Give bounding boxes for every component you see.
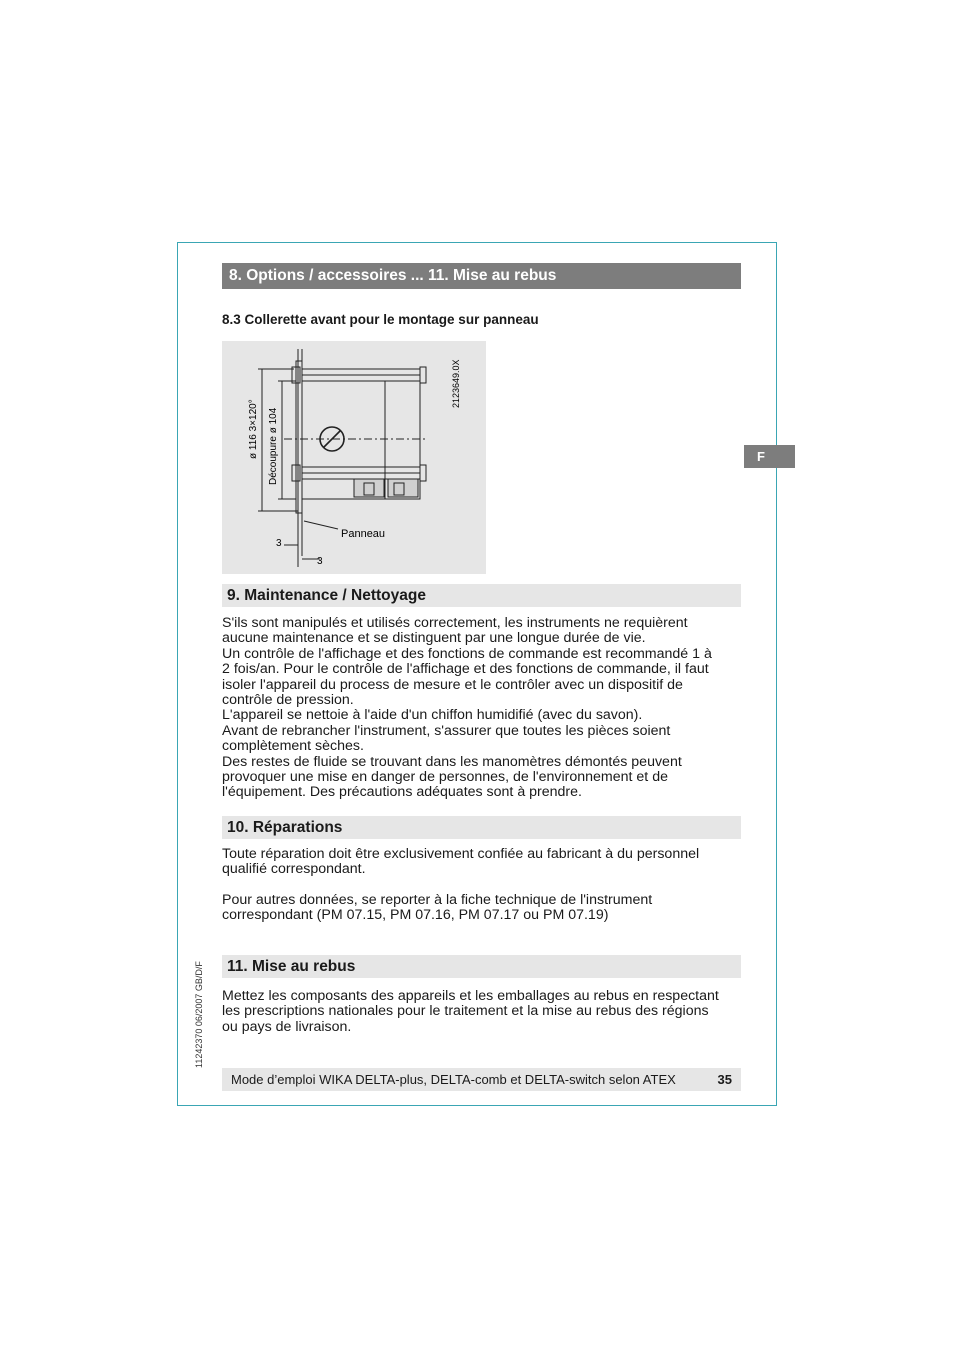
- section-10-text-1: [222, 847, 737, 878]
- section-8-3-heading: 8.3 Collerette avant pour le montage sur panneau: [222, 312, 539, 327]
- text-line: Pour autres données, se reporter à la fiche technique de l'instrument: [222, 892, 653, 908]
- text-line: les prescriptions nationales pour le traitement et la mise au rebus des régions: [222, 1003, 709, 1020]
- section-10-text-2: [222, 893, 737, 924]
- dim-3-label-b: 3: [317, 556, 323, 567]
- screw-block-1: [354, 479, 384, 497]
- text-line: S'ils sont manipulés et utilisés correctement, les instruments ne requièrent: [222, 615, 688, 631]
- page-number: 35: [717, 1072, 732, 1087]
- panneau-leader: [304, 521, 338, 529]
- text-line: Toute réparation doit être exclusivement confiée au fabricant à du personnel: [222, 846, 700, 862]
- text-line: aucune maintenance et se distinguent par une longue durée de vie.: [222, 630, 646, 647]
- section-10-heading: 10. Réparations: [222, 816, 741, 839]
- section-11-heading: 11. Mise au rebus: [222, 955, 741, 978]
- text-line: ou pays de livraison.: [222, 1018, 352, 1035]
- drawing-number: 2123649.0X: [451, 359, 461, 408]
- dimension-116-label: ø 116 3×120°: [248, 399, 259, 459]
- text-line: qualifié correspondant.: [222, 861, 366, 878]
- page-footer: [222, 1068, 741, 1091]
- document-code: 11242370 06/2007 GB/D/F: [194, 961, 204, 1068]
- page-title: 8. Options / accessoires ... 11. Mise au rebus: [222, 263, 741, 289]
- section-9-heading: 9. Maintenance / Nettoyage: [222, 584, 741, 607]
- text-line: complètement sèches.: [222, 738, 364, 755]
- text-line: L'appareil se nettoie à l'aide d'un chiffon humidifié (avec du savon).: [222, 707, 643, 724]
- text-line: 2 fois/an. Pour le contrôle de l'affichage et des fonctions de commande, il faut: [222, 661, 709, 678]
- technical-drawing-svg: [222, 341, 486, 574]
- text-line: correspondant (PM 07.15, PM 07.16, PM 07.17 ou PM 07.19): [222, 907, 609, 924]
- text-line: Avant de rebrancher l'instrument, s'assurer que toutes les pièces soient: [222, 722, 671, 739]
- dim-3-label-a: 3: [276, 538, 282, 549]
- panel-label: Panneau: [341, 528, 386, 540]
- panel-mounting-drawing: [222, 341, 486, 574]
- section-9-text: [222, 616, 737, 801]
- screw-block-2: [388, 479, 418, 497]
- text-line: Des restes de fluide se trouvant dans les manomètres démontés peuvent: [222, 753, 682, 770]
- language-tab-f: F: [744, 445, 795, 468]
- text-line: Un contrôle de l'affichage et des fonctions de commande est recommandé 1 à: [222, 645, 712, 662]
- cutout-104-label: Découpure ø 104: [268, 407, 279, 485]
- flange-rect: [296, 361, 302, 513]
- footer-text: Mode d’emploi WIKA DELTA-plus, DELTA-comb et DELTA-switch selon ATEX: [231, 1072, 676, 1087]
- text-line: Mettez les composants des appareils et les emballages au rebus en respectant: [222, 988, 719, 1004]
- text-line: isoler l'appareil du process de mesure et le contrôler avec un dispositif de: [222, 676, 683, 693]
- section-11-text: [222, 989, 737, 1035]
- text-line: contrôle de pression.: [222, 692, 354, 709]
- text-line: l'équipement. Des précautions adéquates sont à prendre.: [222, 784, 582, 801]
- text-line: provoquer une mise en danger de personnes, de l'environnement et de: [222, 769, 668, 786]
